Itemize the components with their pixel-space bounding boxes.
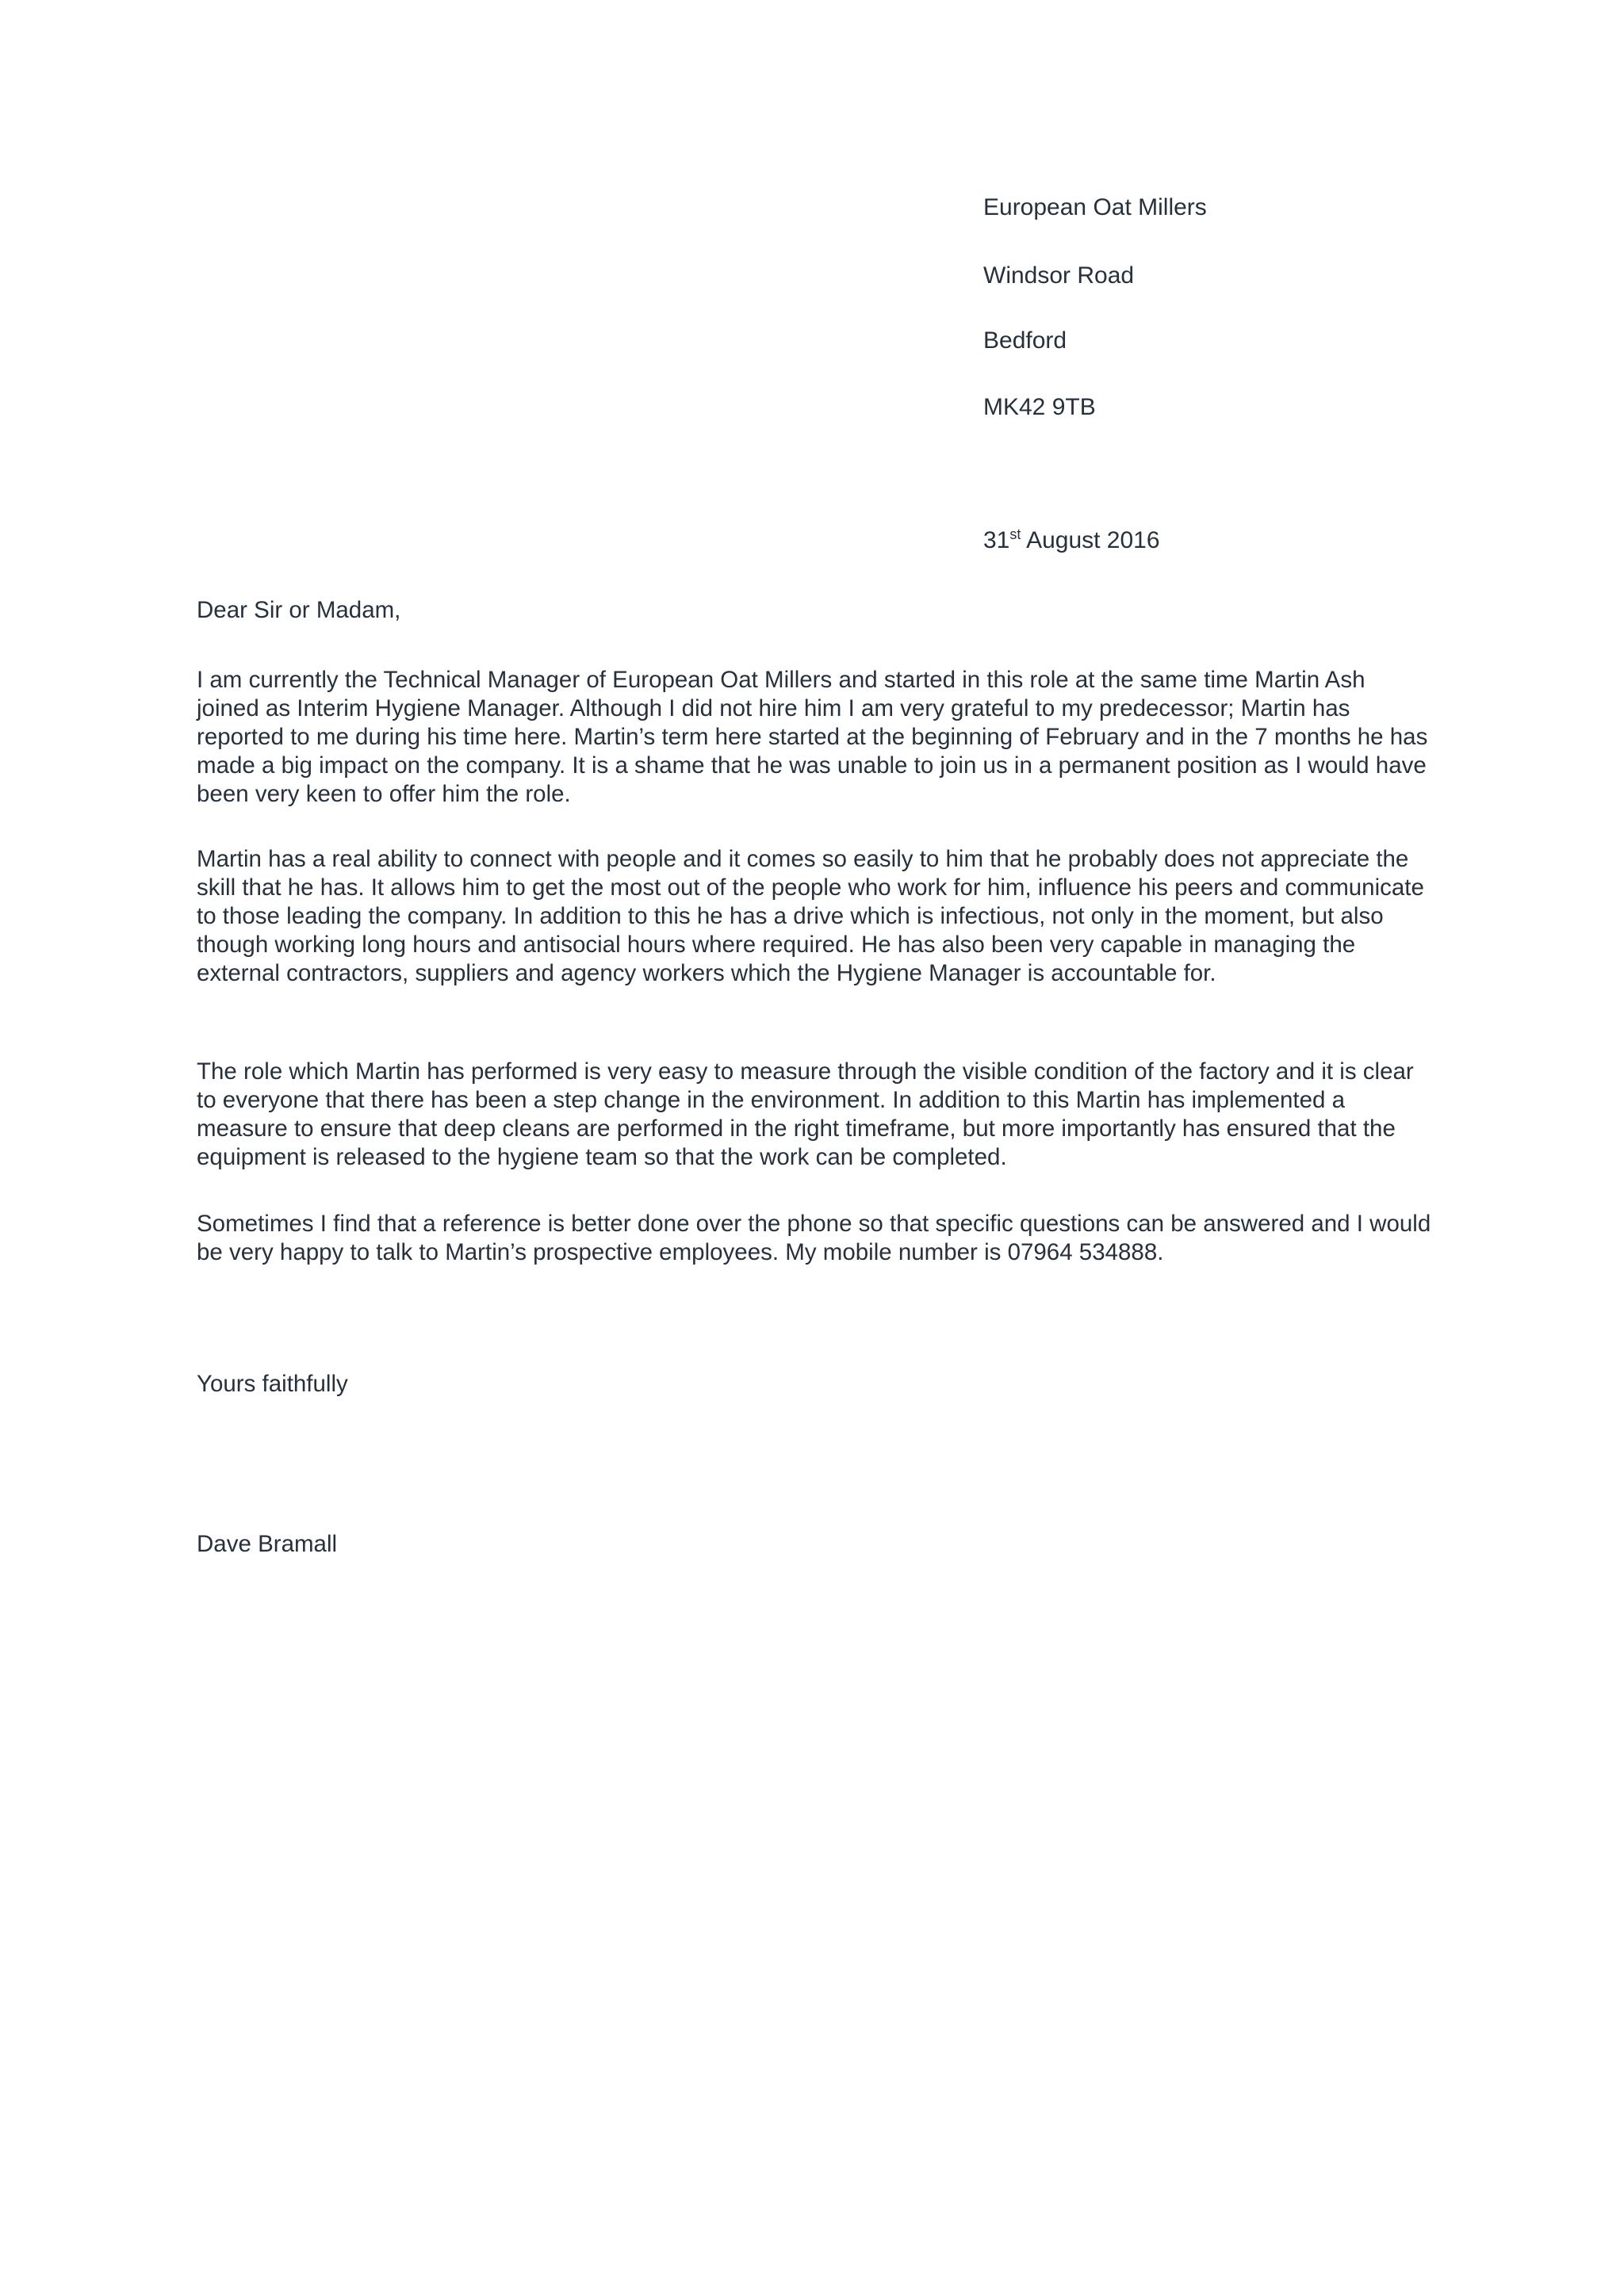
address-street: Windsor Road [983, 262, 1135, 289]
address-company: European Oat Millers [983, 194, 1207, 220]
paragraph-text: The role which Martin has performed is very easy to measure through the visible condition of the factory and it is clear to everyone that there has been a step change in the environment. In addition to this Martin has implemented a measure to ensure that deep cleans are performed in the right timeframe, but more importantly has ensured that the equipment is released to the hygiene team so that the work can be completed. [197, 1058, 1414, 1170]
paragraph-text: I am currently the Technical Manager of European Oat Millers and started in this role at the same time Martin Ash joined as Interim Hygiene Manager. Although I did not hire him I am very grateful to my predecessor; Martin has reported to me during his time here. Martin’s term here started at the beginning of February and in the 7 months he has made a big impact on the company. It is a shame that he was unable to join us in a permanent position as I would have been very keen to offer him the role. [197, 667, 1428, 807]
address-postcode: MK42 9TB [983, 394, 1096, 420]
date-day: 31 [983, 527, 1010, 553]
date-suffix: st [1009, 526, 1021, 542]
closing: Yours faithfully [197, 1371, 348, 1397]
address-town: Bedford [983, 327, 1067, 354]
paragraph-text: Sometimes I find that a reference is better done over the phone so that specific questions can be answered and I would be very happy to talk to Martin’s prospective employees. My mobile number is 07964 534888. [197, 1211, 1431, 1265]
date-month-year: August 2016 [1021, 527, 1160, 553]
paragraph-text: Martin has a real ability to connect with people and it comes so easily to him that he probably does not appreciate the skill that he has. It allows him to get the most out of the people who work for him, influence his peers and communicate to those leading the company. In addition to this he has a drive which is infectious, not only in the moment, but also though working long hours and antisocial hours where required. He has also been very capable in managing the external contractors, suppliers and agency workers which the Hygiene Manager is accountable for. [197, 846, 1424, 986]
signature-name: Dave Bramall [197, 1531, 338, 1557]
paragraph-1 [197, 666, 1434, 809]
paragraph-3 [197, 1058, 1434, 1172]
paragraph-4 [197, 1210, 1434, 1267]
salutation: Dear Sir or Madam, [197, 597, 401, 623]
paragraph-2 [197, 845, 1434, 988]
letter-date [983, 526, 1160, 555]
